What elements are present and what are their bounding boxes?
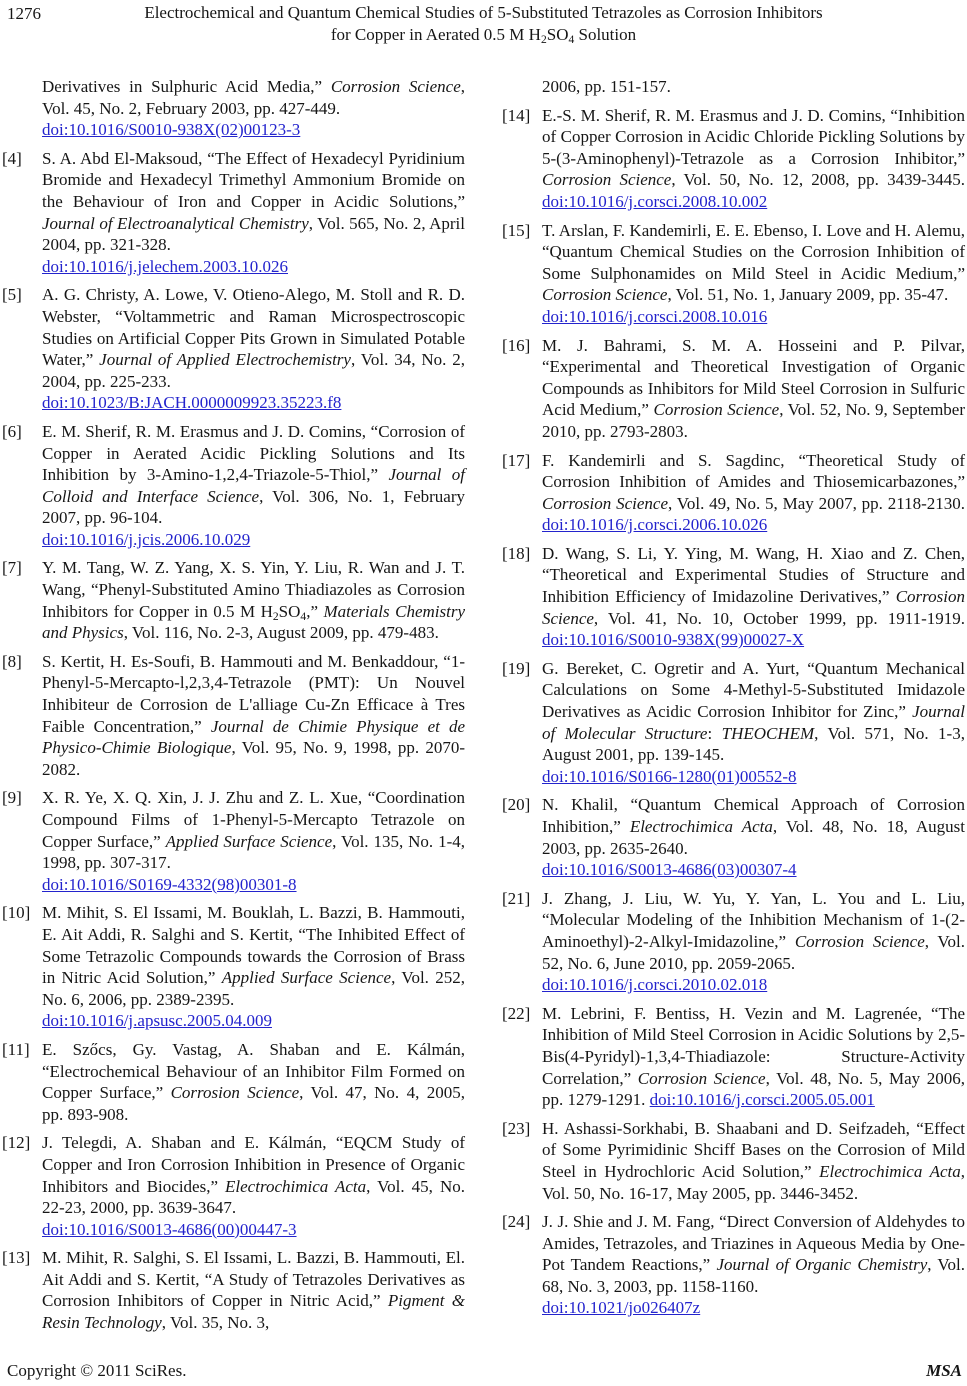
reference-number: [8] bbox=[2, 651, 22, 671]
reference-body bbox=[42, 558, 465, 642]
doi-link[interactable]: doi:10.1016/S0166-1280(01)00552-8 bbox=[542, 766, 797, 786]
reference-text: , Vol. 52, No. 9, September 2010, pp. 2793-2803. bbox=[542, 400, 965, 441]
reference-text: , Vol. 306, No. 1, February 2007, pp. 96-104. bbox=[42, 486, 465, 528]
reference-body bbox=[542, 1004, 965, 1109]
journal-abbreviation: MSA bbox=[926, 1361, 962, 1380]
journal-name: Applied Surface Science bbox=[165, 831, 333, 851]
reference-text: SO bbox=[546, 25, 569, 44]
reference-item bbox=[502, 220, 965, 328]
doi-link[interactable]: doi:10.1016/S0010-938X(02)00123-3 bbox=[42, 120, 301, 140]
page-header bbox=[0, 2, 967, 46]
reference-text: , Vol. 252, No. 6, 2006, pp. 2389-2395. bbox=[42, 968, 465, 1009]
doi-link[interactable]: doi:10.1016/j.apsusc.2005.04.009 bbox=[42, 1011, 272, 1031]
doi-link[interactable]: doi:10.1016/j.corsci.2005.05.001 bbox=[649, 1090, 875, 1110]
reference-number: [23] bbox=[502, 1118, 531, 1138]
reference-number: [6] bbox=[2, 421, 22, 441]
reference-text: for Copper in Aerated 0.5 M H bbox=[330, 25, 541, 44]
reference-number: [7] bbox=[2, 558, 22, 578]
references-section bbox=[2, 76, 965, 1341]
reference-number: [10] bbox=[2, 903, 31, 923]
journal-name: Materials Chemistry and Physics bbox=[42, 601, 465, 643]
reference-number: [15] bbox=[502, 220, 531, 240]
reference-text: X. R. Ye, X. Q. Xin, J. J. Zhu and Z. L. Xue, “Coordination Compound Films of 1-Phenyl-5-Mercapto Tetrazole on Copper Surface,” bbox=[42, 788, 465, 851]
reference-text: , Vol. 52, No. 6, June 2010, pp. 2059-2065. bbox=[542, 931, 965, 973]
reference-number: [14] bbox=[502, 105, 531, 125]
reference-body bbox=[542, 336, 965, 441]
reference-text: M. J. Bahrami, S. M. A. Hosseini and P. Pilvar, “Experimental and Theoretical Investigation of Organic Compounds as Inhibitors for Mild Steel Corrosion in Sulfuric Acid Medium,” bbox=[542, 335, 965, 420]
reference-item bbox=[2, 557, 465, 643]
reference-text: , Vol. 50, No. 12, 2008, pp. 3439-3445. bbox=[671, 170, 965, 190]
reference-text: M. Mihit, S. El Issami, M. Bouklah, L. Bazzi, B. Hammouti, E. Ait Addi, R. Salghi and S. Kertit, “The Inhibited Effect of Some Tetrazolic Compounds towards the Corrosion of Brass in Nitric Acid Solution,” bbox=[42, 903, 465, 988]
reference-number: [12] bbox=[2, 1133, 31, 1153]
reference-number: [11] bbox=[2, 1039, 30, 1059]
reference-item bbox=[2, 76, 465, 141]
subscript-text: 4 bbox=[568, 32, 575, 46]
journal-name: Corrosion Science bbox=[542, 587, 965, 628]
journal-name: Electrochimica Acta bbox=[225, 1176, 367, 1196]
page-number: 1276 bbox=[7, 4, 41, 23]
doi-link[interactable]: doi:10.1016/j.corsci.2010.02.018 bbox=[542, 975, 768, 995]
reference-body bbox=[542, 451, 965, 535]
page-title bbox=[0, 2, 967, 46]
reference-item bbox=[502, 450, 965, 536]
reference-number: [9] bbox=[2, 788, 22, 808]
reference-item bbox=[502, 794, 965, 880]
reference-number: [4] bbox=[2, 148, 22, 168]
reference-body bbox=[542, 77, 671, 96]
journal-name: Corrosion Science bbox=[542, 170, 672, 190]
reference-item bbox=[2, 421, 465, 551]
subscript-text: 4 bbox=[300, 609, 307, 623]
reference-text: G. Bereket, C. Ogretir and A. Yurt, “Quantum Mechanical Calculations on Some 4-Methyl-5-Substituted Imidazole Derivatives as Acidic Corrosion Inhibitor for Zinc,” bbox=[542, 658, 965, 722]
reference-text: , Vol. 50, No. 16-17, May 2005, pp. 3446-3452. bbox=[542, 1161, 965, 1203]
reference-text: , Vol. 116, No. 2-3, August 2009, pp. 479-483. bbox=[123, 623, 439, 643]
reference-number: [21] bbox=[502, 888, 531, 908]
journal-name: Applied Surface Science bbox=[221, 968, 392, 988]
reference-text: E. M. Sherif, R. M. Erasmus and J. D. Comins, “Corrosion of Copper in Aerated Acidic Pickling Solutions and Its Inhibition by 3-Amino-1,2,4-Triazole-5-Thiol,” bbox=[42, 421, 465, 485]
reference-text: T. Arslan, F. Kandemirli, E. E. Ebenso, I. Love and H. Alemu, “Quantum Chemical Studies on the Corrosion Inhibition of Some Sulphonamides on Mild Steel in Acidic Medium,” bbox=[542, 220, 965, 283]
reference-text: , Vol. 34, No. 2, 2004, pp. 225-233. bbox=[42, 350, 465, 391]
doi-link[interactable]: doi:10.1016/S0013-4686(00)00447-3 bbox=[42, 1219, 297, 1239]
page-footer bbox=[7, 1360, 962, 1381]
subscript-text: 2 bbox=[272, 609, 279, 623]
reference-item bbox=[2, 284, 465, 414]
reference-text: ,” bbox=[306, 601, 324, 621]
reference-text: J. Zhang, J. Liu, W. Yu, Y. Yan, L. You and L. Liu, “Molecular Modeling of the Inhibition Mechanism of 1-(2-Aminoethyl)-2-Alkyl-Imidazoline,” bbox=[542, 888, 965, 951]
reference-item bbox=[2, 148, 465, 278]
reference-text: , Vol. 45, No. 2, February 2003, pp. 427-449. bbox=[42, 77, 466, 118]
reference-body bbox=[42, 285, 465, 412]
reference-body bbox=[42, 1133, 465, 1238]
journal-name: Journal of Organic Chemistry bbox=[716, 1255, 928, 1275]
reference-text: , Vol. 571, No. 1-3, August 2001, pp. 139-145. bbox=[542, 723, 965, 765]
reference-item bbox=[2, 1039, 465, 1125]
doi-link[interactable]: doi:10.1023/B:JACH.0000009923.35223.f8 bbox=[42, 393, 342, 413]
journal-name: Corrosion Science bbox=[653, 400, 780, 420]
journal-name: Journal de Chimie Physique et de Physico-Chimie Biologique bbox=[42, 716, 466, 758]
journal-name: Journal of Molecular Structure bbox=[542, 702, 965, 743]
reference-number: [19] bbox=[502, 658, 531, 678]
doi-link[interactable]: doi:10.1016/j.corsci.2008.10.002 bbox=[542, 191, 768, 211]
reference-item bbox=[502, 658, 965, 788]
reference-text: , Vol. 51, No. 1, January 2009, pp. 35-47. bbox=[667, 285, 949, 305]
reference-body bbox=[542, 659, 965, 786]
reference-text: M. Lebrini, F. Bentiss, H. Vezin and M. Lagrenée, “The Inhibition of Mild Steel Corrosion in Acidic Solutions by 2,5-Bis(4-Pyridyl)-1,3,4-Thiadiazole: Structure-Activity Correlation,” bbox=[542, 1003, 965, 1088]
reference-body bbox=[42, 1248, 465, 1332]
reference-number: [18] bbox=[502, 543, 531, 563]
reference-item bbox=[502, 1211, 965, 1319]
journal-name: Corrosion Science bbox=[542, 493, 668, 513]
reference-text: SO bbox=[278, 601, 301, 621]
reference-text: H. Ashassi-Sorkhabi, B. Shaabani and D. Seifzadeh, “Effect of Some Pyrimidinic Shciff Bases on the Corrosion of Mild Steel in Hydrochloric Acid Solution,” bbox=[542, 1118, 965, 1181]
reference-body bbox=[542, 221, 965, 326]
reference-body bbox=[42, 788, 465, 893]
reference-item bbox=[2, 787, 465, 895]
reference-body bbox=[42, 149, 465, 276]
journal-name: Corrosion Science bbox=[542, 285, 668, 305]
references-column-left bbox=[2, 76, 465, 1341]
reference-text: , Vol. 41, No. 10, October 1999, pp. 1911-1919. bbox=[593, 608, 965, 628]
journal-name: Corrosion Science bbox=[330, 77, 461, 96]
reference-body bbox=[42, 903, 465, 1030]
reference-text: , Vol. 35, No. 3, bbox=[161, 1313, 270, 1333]
reference-item bbox=[502, 76, 965, 98]
journal-name: Journal of Applied Electrochemistry bbox=[99, 350, 351, 370]
reference-body bbox=[542, 106, 965, 211]
reference-body bbox=[42, 1040, 465, 1124]
reference-text: , Vol. 68, No. 3, 2003, pp. 1158-1160. bbox=[542, 1255, 965, 1296]
reference-body bbox=[542, 1212, 965, 1317]
reference-text: M. Mihit, R. Salghi, S. El Issami, L. Bazzi, B. Hammouti, El. Ait Addi and S. Kertit, “A Study of Tetrazoles Derivatives as Corrosion Inhibitors of Copper in Nitric Acid,” bbox=[42, 1248, 465, 1311]
reference-text: A. G. Christy, A. Lowe, V. Otieno-Alego, M. Stoll and R. D. Webster, “Voltammetric and Raman Microspectroscopic Studies on Artificial Copper Pits Grown in Simulated Potable Water,” bbox=[42, 285, 465, 370]
subscript-text: 2 bbox=[540, 32, 547, 46]
reference-text: Y. M. Tang, W. Z. Yang, X. S. Yin, Y. Liu, R. Wan and J. T. Wang, “Phenyl-Substituted Amino Thiadiazoles as Corrosion Inhibitors for Copper in 0.5 M H bbox=[42, 558, 465, 621]
reference-text: , Vol. 48, No. 5, May 2006, pp. 1279-1291. bbox=[542, 1068, 965, 1110]
reference-text: : bbox=[707, 723, 722, 743]
reference-text: , Vol. 95, No. 9, 1998, pp. 2070-2082. bbox=[42, 738, 465, 779]
reference-text: S. A. Abd El-Maksoud, “The Effect of Hexadecyl Pyridinium Bromide and Hexadecyl Trimethyl Ammonium Bromide on the Behaviour of Iron and Copper in Acidic Solutions,” bbox=[42, 148, 465, 211]
reference-number: [24] bbox=[502, 1212, 531, 1232]
reference-body bbox=[542, 544, 965, 649]
journal-name: Electrochimica Acta bbox=[629, 817, 773, 836]
reference-text: D. Wang, S. Li, Y. Ying, M. Wang, H. Xiao and Z. Chen, “Theoretical and Experimental Studies of Structure and Inhibition Efficiency of Imidazoline Derivatives,” bbox=[542, 543, 965, 607]
doi-link[interactable]: doi:10.1016/S0010-938X(99)00027-X bbox=[542, 630, 805, 650]
reference-item bbox=[2, 651, 465, 781]
reference-number: [17] bbox=[502, 450, 531, 470]
reference-item bbox=[502, 335, 965, 443]
page-title-line1: Electrochemical and Quantum Chemical Studies of 5-Substituted Tetrazoles as Corrosion Inhibitors bbox=[144, 3, 823, 22]
reference-item bbox=[502, 888, 965, 996]
reference-text: J. Telegdi, A. Shaban and E. Kálmán, “EQCM Study of Copper and Iron Corrosion Inhibition in Presence of Organic Inhibitors and Biocides,” bbox=[42, 1133, 465, 1196]
reference-item bbox=[502, 105, 965, 213]
reference-text: E.-S. M. Sherif, R. M. Erasmus and J. D. Comins, “Inhibition of Copper Corrosion in Acidic Chloride Pickling Solutions by 5-(3-Aminophenyl)-Tetrazole as a Corrosion Inhibitor,” bbox=[542, 105, 965, 168]
doi-link[interactable]: doi:10.1016/j.jelechem.2003.10.026 bbox=[42, 256, 288, 276]
doi-link[interactable]: doi:10.1016/j.corsci.2008.10.016 bbox=[542, 306, 768, 326]
reference-text: S. Kertit, H. Es-Soufi, B. Hammouti and M. Benkaddour, “1-Phenyl-5-Mercapto-l,2,3,4-Tetrazole (PMT): Un Nouvel Inhibiteur de Corrosion de L'alliage Cu-Zn Efficace à Tres Faible Concentration,” bbox=[42, 651, 465, 736]
journal-name: Electrochimica Acta bbox=[819, 1161, 961, 1181]
reference-body bbox=[42, 77, 465, 139]
doi-link[interactable]: doi:10.1021/jo026407z bbox=[542, 1298, 701, 1318]
journal-name: Pigment & Resin Technology bbox=[42, 1291, 465, 1333]
journal-name: Corrosion Science bbox=[794, 931, 925, 951]
journal-name: Corrosion Science bbox=[170, 1083, 300, 1103]
reference-number: [13] bbox=[2, 1248, 31, 1268]
doi-link[interactable]: doi:10.1016/S0169-4332(98)00301-8 bbox=[42, 874, 297, 894]
reference-item bbox=[2, 902, 465, 1032]
reference-text: F. Kandemirli and S. Sagdinc, “Theoretical Study of Corrosion Inhibition of Amides and Thiosemicarbazones,” bbox=[542, 450, 965, 492]
reference-body bbox=[542, 889, 965, 994]
reference-text: , Vol. 47, No. 4, 2005, pp. 893-908. bbox=[42, 1083, 465, 1124]
journal-name: Journal of Electroanalytical Chemistry bbox=[42, 213, 309, 233]
references-column-right bbox=[502, 76, 965, 1341]
journal-name: THEOCHEM bbox=[721, 723, 815, 743]
reference-number: [16] bbox=[502, 335, 531, 355]
reference-item bbox=[502, 1003, 965, 1111]
reference-text: , Vol. 48, No. 18, August 2003, pp. 2635-2640. bbox=[542, 817, 965, 858]
reference-text: , Vol. 565, No. 2, April 2004, pp. 321-328. bbox=[42, 213, 465, 255]
doi-link[interactable]: doi:10.1016/j.jcis.2006.10.029 bbox=[42, 529, 251, 549]
page-title-line2 bbox=[60, 24, 907, 46]
reference-item bbox=[502, 543, 965, 651]
reference-item bbox=[502, 1118, 965, 1204]
journal-name: Journal of Colloid and Interface Science bbox=[42, 465, 466, 506]
reference-text: N. Khalil, “Quantum Chemical Approach of Corrosion Inhibition,” bbox=[542, 795, 965, 836]
reference-body bbox=[42, 652, 465, 779]
reference-body bbox=[542, 795, 965, 879]
reference-text: , Vol. 49, No. 5, May 2007, pp. 2118-2130. bbox=[668, 493, 965, 513]
reference-text: Derivatives in Sulphuric Acid Media,” bbox=[42, 77, 331, 96]
reference-text: 2006, pp. 151-157. bbox=[542, 77, 671, 96]
doi-link[interactable]: doi:10.1016/j.corsci.2006.10.026 bbox=[542, 515, 768, 535]
doi-link[interactable]: doi:10.1016/S0013-4686(03)00307-4 bbox=[542, 860, 797, 880]
reference-item bbox=[2, 1132, 465, 1240]
reference-item bbox=[2, 1247, 465, 1333]
reference-text: , Vol. 135, No. 1-4, 1998, pp. 307-317. bbox=[42, 831, 465, 873]
journal-name: Corrosion Science bbox=[637, 1068, 766, 1088]
reference-number: [22] bbox=[502, 1003, 531, 1023]
reference-body bbox=[542, 1119, 965, 1203]
copyright-text: Copyright © 2011 SciRes. bbox=[7, 1361, 187, 1380]
reference-text: Solution bbox=[574, 25, 637, 44]
reference-body bbox=[42, 422, 465, 549]
reference-number: [5] bbox=[2, 285, 22, 305]
reference-text: E. Szőcs, Gy. Vastag, A. Shaban and E. Kálmán, “Electrochemical Behaviour of an Inhibitor Film Formed on Copper Surface,” bbox=[42, 1039, 465, 1103]
reference-text: J. J. Shie and J. M. Fang, “Direct Conversion of Aldehydes to Amides, Tetrazoles, and Triazines in Aqueous Media by One-Pot Tandem Reactions,” bbox=[542, 1212, 965, 1275]
reference-text: , Vol. 45, No. 22-23, 2000, pp. 3639-3647. bbox=[42, 1176, 465, 1218]
reference-number: [20] bbox=[502, 795, 531, 815]
